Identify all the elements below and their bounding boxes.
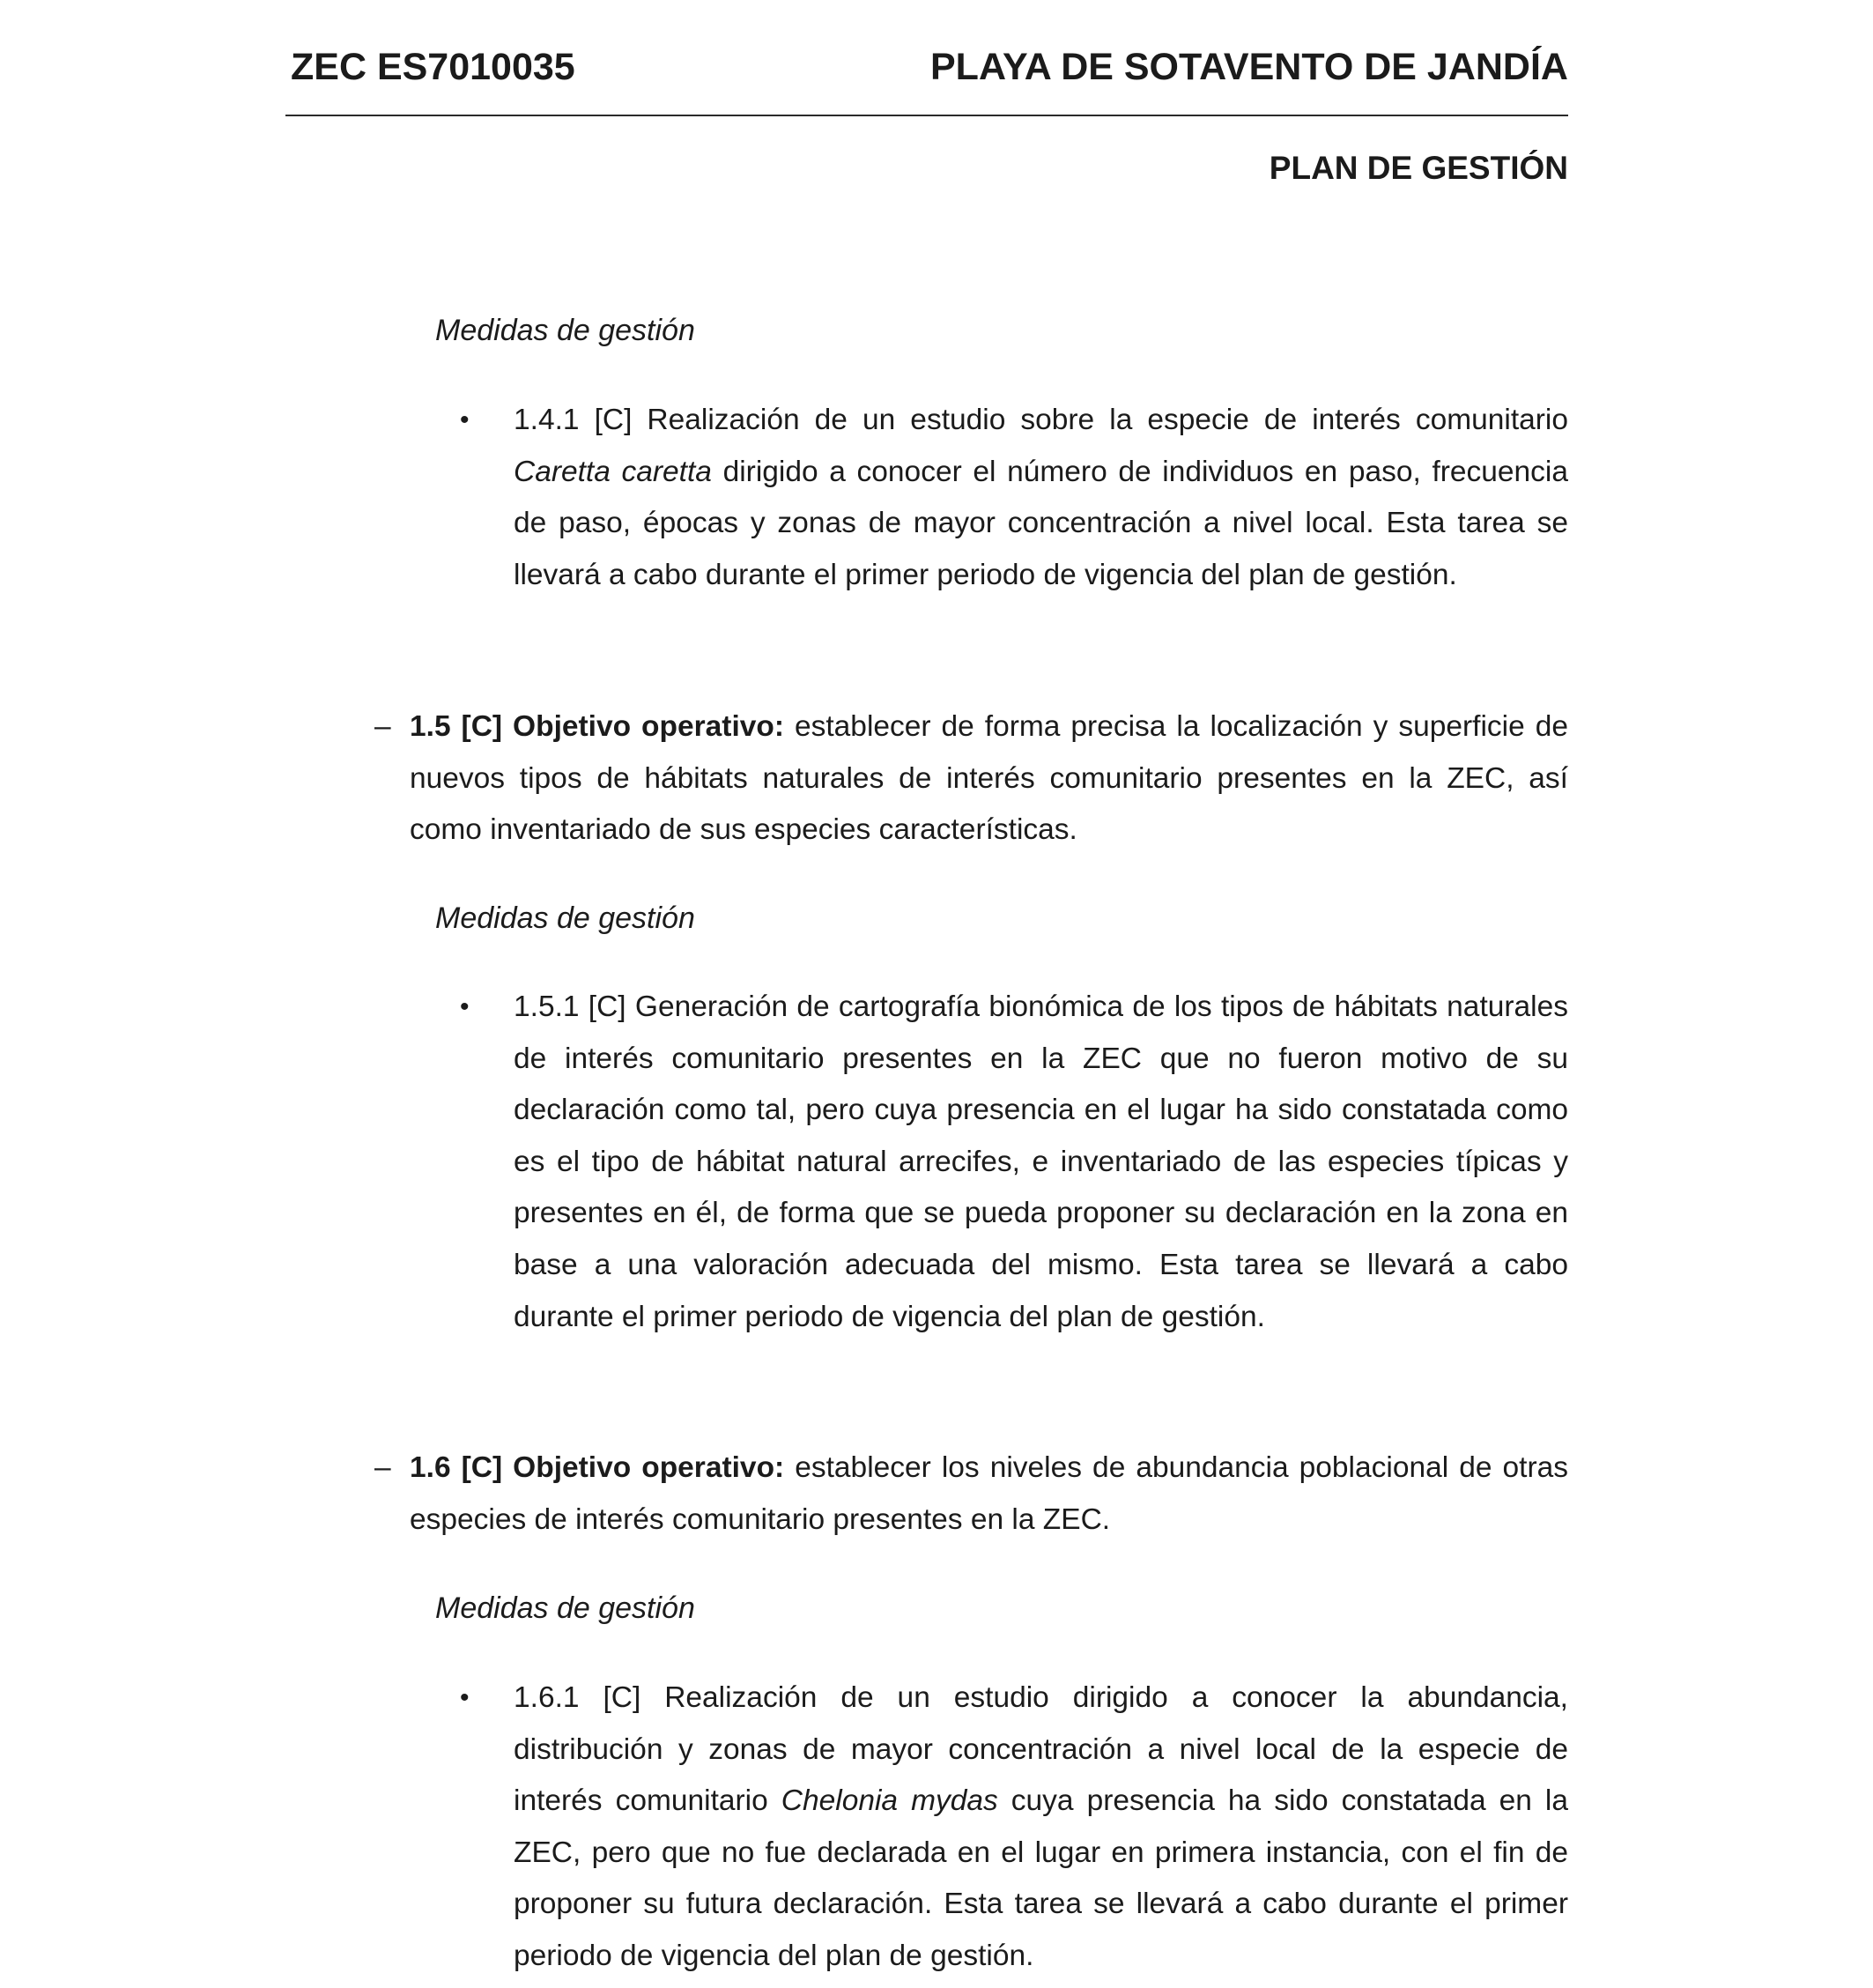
measure-1-6-1-lead: 1.6.1 [C] Realización de un estudio dirigido a conocer la abundancia, distribución y zonas de mayor concentración a nivel local de la especie de interés comunitario	[514, 1681, 1568, 1818]
objective-1-6	[374, 1443, 1569, 1546]
objective-1-5-label: 1.5 [C] Objetivo operativo:	[410, 710, 784, 743]
measures-heading-1-6: Medidas de gestión	[435, 1591, 695, 1625]
measure-1-4-1-lead: 1.4.1 [C] Realización de un estudio sobre la especie de interés comunitario	[514, 404, 1568, 436]
measure-1-4-1-rest: dirigido a conocer el número de individuos en paso, frecuencia de paso, épocas y zonas de mayor concentración a nivel local. Esta tarea se llevará a cabo durante el primer periodo de vigencia del plan de gestión.	[514, 455, 1569, 591]
dash-icon: –	[374, 710, 391, 743]
objective-1-5-text: establecer de forma precisa la localización y superficie de nuevos tipos de hábitats naturales de interés comunitario presentes en la ZEC, así como inventariado de sus especies características.	[410, 710, 1568, 847]
site-code: ZEC ES7010035	[291, 46, 575, 88]
bullet-icon: •	[460, 1683, 470, 1712]
measure-1-4-1	[460, 395, 1569, 601]
measure-1-6-1-species: Chelonia mydas	[781, 1784, 998, 1818]
bullet-icon: •	[460, 992, 470, 1021]
document-title: PLAN DE GESTIÓN	[1269, 150, 1568, 186]
objective-1-6-text: establecer los niveles de abundancia poblacional de otras especies de interés comunitario presentes en la ZEC.	[410, 1451, 1569, 1536]
dash-icon: –	[374, 1451, 391, 1484]
measure-1-5-1-text: 1.5.1 [C] Generación de cartografía bionómica de los tipos de hábitats naturales de interés comunitario presentes en la ZEC que no fueron motivo de su declaración como tal, pero cuya presencia en el lugar ha sido constatada como es el tipo de hábitat natural arrecifes, e inventariado de las especies típicas y presentes en él, de forma que se pueda proponer su declaración en la zona en base a una valoración adecuada del mismo. Esta tarea se llevará a cabo durante el primer periodo de vigencia del plan de gestión.	[514, 990, 1568, 1333]
objective-1-6-label: 1.6 [C] Objetivo operativo:	[410, 1451, 785, 1484]
measure-1-6-1-rest: cuya presencia ha sido constatada en la ZEC, pero que no fue declarada en el lugar en primera instancia, con el fin de proponer su futura declaración. Esta tarea se llevará a cabo durante el primer periodo de vigencia del plan de gestión.	[514, 1784, 1569, 1972]
header-divider	[285, 115, 1568, 116]
measure-1-6-1	[460, 1673, 1569, 1983]
measures-heading-1-4: Medidas de gestión	[435, 314, 695, 347]
measure-1-5-1	[460, 982, 1568, 1343]
bullet-icon: •	[460, 405, 470, 434]
measures-heading-1-5: Medidas de gestión	[435, 901, 695, 935]
objective-1-5	[374, 701, 1568, 857]
site-name: PLAYA DE SOTAVENTO DE JANDÍA	[930, 46, 1568, 88]
measure-1-4-1-species: Caretta caretta	[514, 455, 712, 488]
